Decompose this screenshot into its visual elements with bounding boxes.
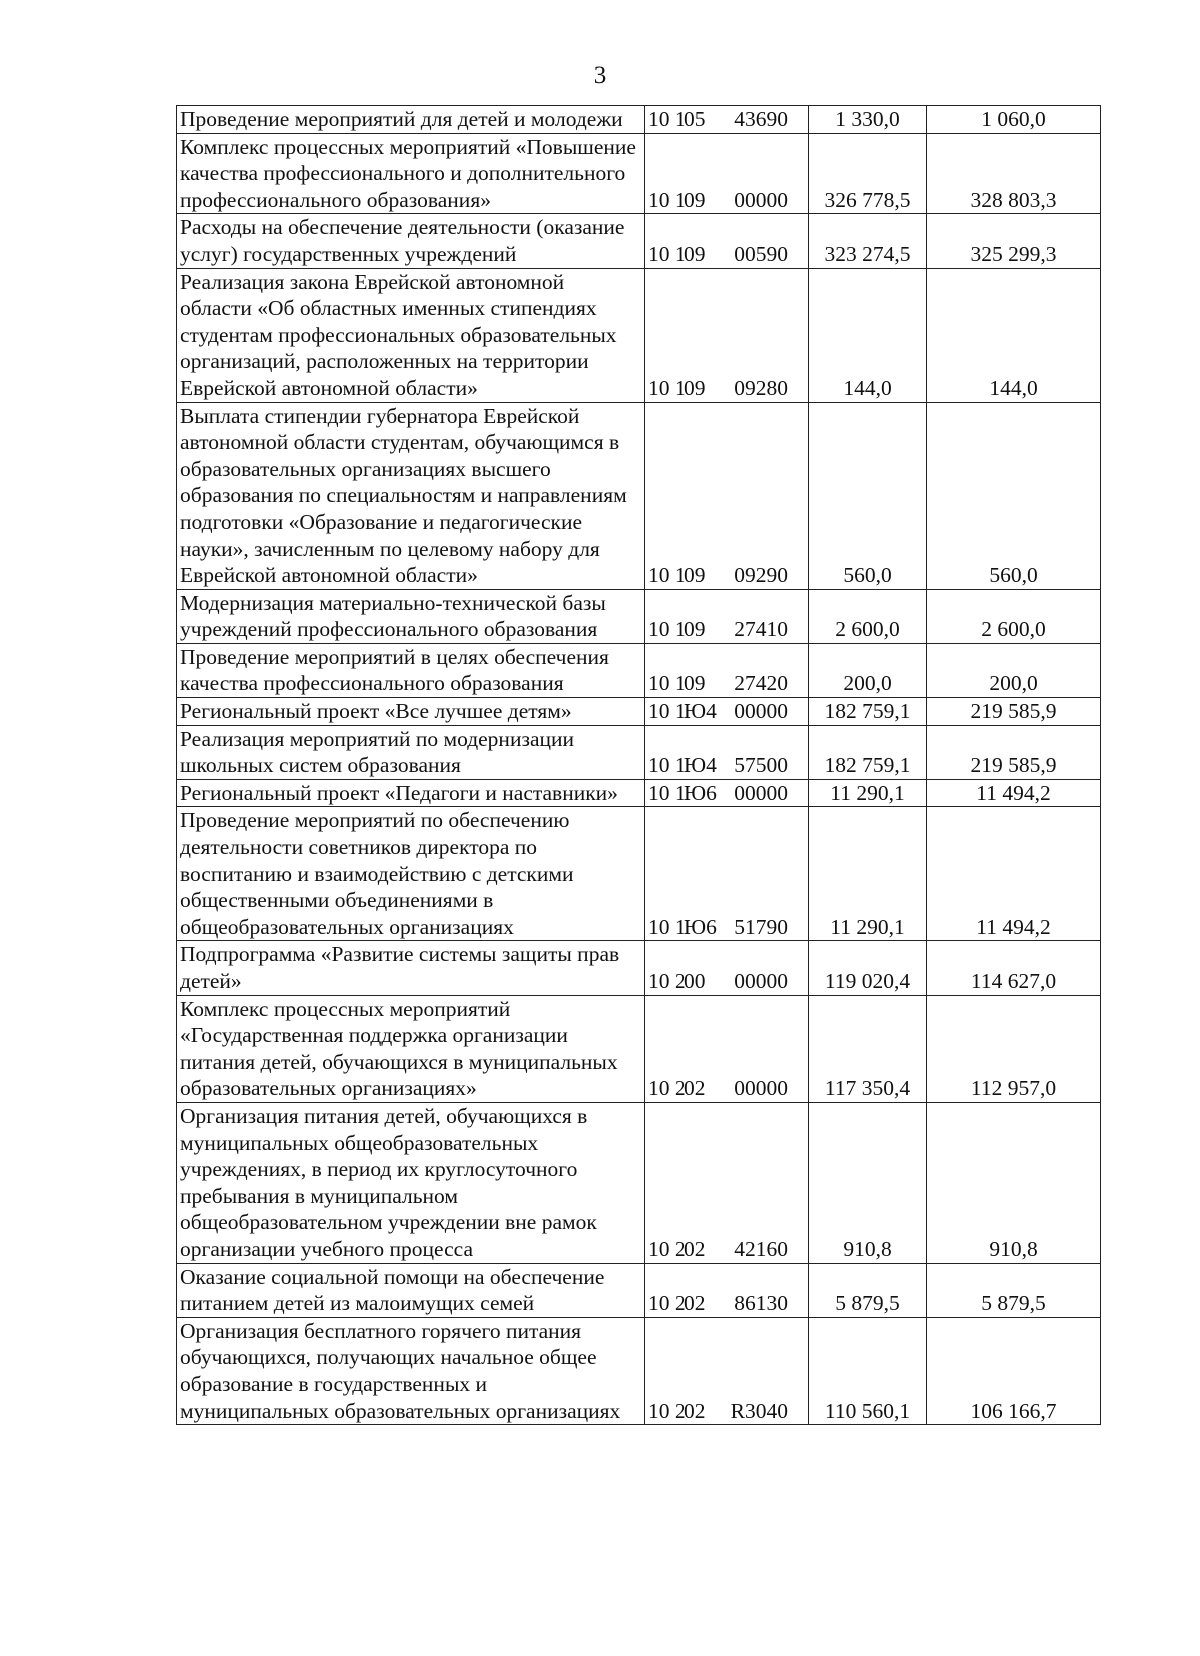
program-code: 10 2 xyxy=(648,1291,686,1316)
target-article-code xyxy=(645,1263,809,1317)
subprogram-code: 09 xyxy=(684,671,706,696)
direction-code: 00000 xyxy=(734,1076,788,1101)
program-code: 10 1 xyxy=(648,107,686,131)
target-article-code xyxy=(645,995,809,1102)
expense-name: Проведение мероприятий по обеспечению деятельности советников директора по воспитанию и взаимодействию с детскими общественными объединениями в общеобразовательных организациях xyxy=(177,807,645,941)
amount-year-1: 11 290,1 xyxy=(809,779,927,807)
direction-code: 00590 xyxy=(734,241,788,266)
table-row xyxy=(177,779,1101,807)
direction-code: 42160 xyxy=(734,1236,788,1261)
expense-name: Подпрограмма «Развитие системы защиты прав детей» xyxy=(177,941,645,995)
subprogram-code: 02 xyxy=(684,1236,706,1261)
target-article-code xyxy=(645,807,809,941)
amount-year-2: 144,0 xyxy=(927,268,1101,402)
amount-year-2: 1 060,0 xyxy=(927,106,1101,134)
program-code: 10 1 xyxy=(648,375,686,400)
expense-name: Выплата стипендии губернатора Еврейской автономной области студентам, обучающимся в образовательных организациях высшего образования по специальностям и направлениям подготовки «Образование и педагогические науки», зачисленным по целевому набору для Еврейской автономной области» xyxy=(177,402,645,589)
target-article-code xyxy=(645,698,809,726)
direction-code: 51790 xyxy=(734,914,788,939)
subprogram-code: 09 xyxy=(684,563,706,588)
amount-year-1: 11 290,1 xyxy=(809,807,927,941)
amount-year-2: 2 600,0 xyxy=(927,589,1101,643)
target-article-code xyxy=(645,589,809,643)
expense-name: Оказание социальной помощи на обеспечение питанием детей из малоимущих семей xyxy=(177,1263,645,1317)
expense-name: Региональный проект «Все лучшее детям» xyxy=(177,698,645,726)
expense-name: Расходы на обеспечение деятельности (оказание услуг) государственных учреждений xyxy=(177,214,645,268)
expense-name: Реализация мероприятий по модернизации школьных систем образования xyxy=(177,725,645,779)
table-row xyxy=(177,1263,1101,1317)
program-code: 10 2 xyxy=(648,1076,686,1101)
subprogram-code: 09 xyxy=(684,241,706,266)
direction-code: 00000 xyxy=(734,187,788,212)
subprogram-code: Ю4 xyxy=(684,753,717,778)
amount-year-1: 200,0 xyxy=(809,643,927,697)
table-row xyxy=(177,807,1101,941)
subprogram-code: 09 xyxy=(684,617,706,642)
budget-table-body xyxy=(177,106,1101,1425)
table-row xyxy=(177,214,1101,268)
subprogram-code: 09 xyxy=(684,375,706,400)
direction-code: 09280 xyxy=(734,375,788,400)
subprogram-code: 02 xyxy=(684,1398,706,1423)
amount-year-1: 144,0 xyxy=(809,268,927,402)
direction-code: 00000 xyxy=(734,699,788,724)
amount-year-2: 200,0 xyxy=(927,643,1101,697)
subprogram-code: 09 xyxy=(684,187,706,212)
program-code: 10 1 xyxy=(648,753,686,778)
page-number: 3 xyxy=(593,62,607,89)
expense-name: Комплекс процессных мероприятий «Государственная поддержка организации питания детей, обучающихся в муниципальных образовательных организациях» xyxy=(177,995,645,1102)
program-code: 10 1 xyxy=(648,241,686,266)
table-row xyxy=(177,995,1101,1102)
direction-code: 27410 xyxy=(734,617,788,642)
expense-name: Организация питания детей, обучающихся в муниципальных общеобразовательных учреждениях, в период их круглосуточного пребывания в муниципальном общеобразовательном учреждении вне рамок организации учебного процесса xyxy=(177,1102,645,1263)
program-code: 10 1 xyxy=(648,780,686,805)
amount-year-1: 117 350,4 xyxy=(809,995,927,1102)
program-code: 10 2 xyxy=(648,1398,686,1423)
amount-year-2: 114 627,0 xyxy=(927,941,1101,995)
table-row xyxy=(177,589,1101,643)
direction-code: 57500 xyxy=(734,753,788,778)
target-article-code xyxy=(645,941,809,995)
amount-year-2: 5 879,5 xyxy=(927,1263,1101,1317)
table-row xyxy=(177,941,1101,995)
amount-year-2: 11 494,2 xyxy=(927,807,1101,941)
amount-year-2: 106 166,7 xyxy=(927,1317,1101,1424)
expense-name: Модернизация материально-технической базы учреждений профессионального образования xyxy=(177,589,645,643)
table-row xyxy=(177,268,1101,402)
target-article-code xyxy=(645,1102,809,1263)
table-row xyxy=(177,698,1101,726)
target-article-code xyxy=(645,725,809,779)
subprogram-code: Ю6 xyxy=(684,914,717,939)
direction-code: 00000 xyxy=(734,780,788,805)
direction-code: R3040 xyxy=(730,1398,788,1423)
amount-year-1: 5 879,5 xyxy=(809,1263,927,1317)
subprogram-code: 05 xyxy=(684,107,706,131)
expense-name: Проведение мероприятий для детей и молодежи xyxy=(177,106,645,134)
expense-name: Организация бесплатного горячего питания обучающихся, получающих начальное общее образование в государственных и муниципальных образовательных организациях xyxy=(177,1317,645,1424)
direction-code: 27420 xyxy=(734,671,788,696)
target-article-code xyxy=(645,214,809,268)
program-code: 10 1 xyxy=(648,671,686,696)
table-row xyxy=(177,1102,1101,1263)
amount-year-1: 110 560,1 xyxy=(809,1317,927,1424)
program-code: 10 2 xyxy=(648,969,686,993)
program-code: 10 2 xyxy=(648,1236,686,1261)
table-row xyxy=(177,402,1101,589)
subprogram-code: Ю6 xyxy=(684,780,717,805)
direction-code: 00000 xyxy=(734,969,788,993)
amount-year-1: 2 600,0 xyxy=(809,589,927,643)
amount-year-2: 325 299,3 xyxy=(927,214,1101,268)
subprogram-code: Ю4 xyxy=(684,699,717,724)
direction-code: 43690 xyxy=(734,107,788,131)
amount-year-2: 112 957,0 xyxy=(927,995,1101,1102)
expense-name: Региональный проект «Педагоги и наставники» xyxy=(177,779,645,807)
direction-code: 86130 xyxy=(734,1291,788,1316)
amount-year-2: 910,8 xyxy=(927,1102,1101,1263)
amount-year-2: 560,0 xyxy=(927,402,1101,589)
program-code: 10 1 xyxy=(648,699,686,724)
amount-year-1: 119 020,4 xyxy=(809,941,927,995)
target-article-code xyxy=(645,779,809,807)
target-article-code xyxy=(645,1317,809,1424)
program-code: 10 1 xyxy=(648,187,686,212)
amount-year-1: 182 759,1 xyxy=(809,725,927,779)
budget-table xyxy=(176,105,1101,1425)
amount-year-1: 323 274,5 xyxy=(809,214,927,268)
expense-name: Проведение мероприятий в целях обеспечения качества профессионального образования xyxy=(177,643,645,697)
amount-year-1: 182 759,1 xyxy=(809,698,927,726)
amount-year-1: 560,0 xyxy=(809,402,927,589)
amount-year-2: 11 494,2 xyxy=(927,779,1101,807)
target-article-code xyxy=(645,643,809,697)
target-article-code xyxy=(645,133,809,214)
amount-year-1: 1 330,0 xyxy=(809,106,927,134)
table-row xyxy=(177,1317,1101,1424)
table-row xyxy=(177,106,1101,134)
amount-year-1: 910,8 xyxy=(809,1102,927,1263)
subprogram-code: 02 xyxy=(684,1291,706,1316)
amount-year-2: 219 585,9 xyxy=(927,698,1101,726)
amount-year-2: 328 803,3 xyxy=(927,133,1101,214)
program-code: 10 1 xyxy=(648,914,686,939)
amount-year-2: 219 585,9 xyxy=(927,725,1101,779)
expense-name: Реализация закона Еврейской автономной области «Об областных именных стипендиях студентам профессиональных образовательных организаций, расположенных на территории Еврейской автономной области» xyxy=(177,268,645,402)
subprogram-code: 00 xyxy=(684,969,706,993)
amount-year-1: 326 778,5 xyxy=(809,133,927,214)
table-row xyxy=(177,133,1101,214)
expense-name: Комплекс процессных мероприятий «Повышение качества профессионального и дополнительного профессионального образования» xyxy=(177,133,645,214)
subprogram-code: 02 xyxy=(684,1076,706,1101)
target-article-code xyxy=(645,402,809,589)
target-article-code xyxy=(645,268,809,402)
target-article-code xyxy=(645,106,809,134)
program-code: 10 1 xyxy=(648,563,686,588)
table-row xyxy=(177,725,1101,779)
program-code: 10 1 xyxy=(648,617,686,642)
table-row xyxy=(177,643,1101,697)
direction-code: 09290 xyxy=(734,563,788,588)
